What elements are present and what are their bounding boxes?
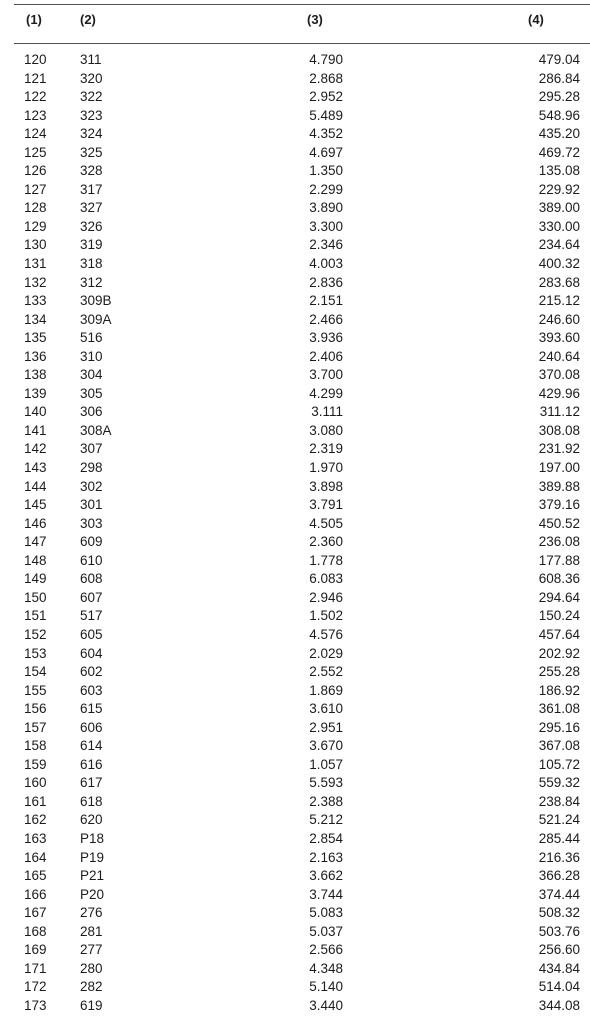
- row-code: 614: [80, 738, 103, 754]
- table-row: [0, 589, 590, 608]
- row-value: 3.300: [309, 218, 343, 234]
- row-number: 136: [24, 348, 47, 364]
- table-row: [0, 904, 590, 923]
- row-number: 147: [24, 534, 47, 550]
- row-value: 4.352: [309, 126, 343, 142]
- row-amount: 366.28: [538, 868, 580, 884]
- row-amount: 229.92: [538, 181, 580, 197]
- header-col-2: (2): [80, 12, 96, 27]
- row-number: 133: [24, 293, 47, 309]
- row-number: 164: [24, 849, 47, 865]
- row-number: 151: [24, 608, 47, 624]
- row-amount: 370.08: [538, 367, 580, 383]
- table-row: [0, 348, 590, 367]
- table-row: [0, 311, 590, 330]
- row-code: 608: [80, 571, 103, 587]
- table-body: [0, 51, 590, 1015]
- table-row: [0, 682, 590, 701]
- row-number: 165: [24, 868, 47, 884]
- row-number: 154: [24, 664, 47, 680]
- row-number: 155: [24, 682, 47, 698]
- row-value: 4.348: [309, 960, 343, 976]
- row-code: 276: [80, 905, 103, 921]
- row-number: 123: [24, 107, 47, 123]
- row-code: 602: [80, 664, 103, 680]
- row-amount: 389.88: [538, 478, 580, 494]
- table-row: [0, 422, 590, 441]
- row-value: 2.406: [309, 348, 343, 364]
- row-code: 303: [80, 515, 103, 531]
- row-code: 326: [80, 218, 103, 234]
- row-value: 3.898: [309, 478, 343, 494]
- row-value: 5.083: [309, 905, 343, 921]
- row-value: 5.593: [309, 775, 343, 791]
- row-amount: 308.08: [538, 422, 580, 438]
- row-amount: 135.08: [538, 163, 580, 179]
- row-code: 320: [80, 70, 103, 86]
- row-value: 3.791: [309, 497, 343, 513]
- table-row: [0, 236, 590, 255]
- row-value: 1.502: [309, 608, 343, 624]
- row-code: 317: [80, 181, 103, 197]
- row-amount: 215.12: [538, 293, 580, 309]
- row-number: 122: [24, 89, 47, 105]
- table-row: [0, 144, 590, 163]
- row-amount: 236.08: [538, 534, 580, 550]
- row-amount: 177.88: [538, 552, 580, 568]
- row-code: 277: [80, 942, 103, 958]
- table-row: [0, 570, 590, 589]
- row-value: 3.670: [309, 738, 343, 754]
- row-amount: 295.16: [538, 719, 580, 735]
- row-code: 609: [80, 534, 103, 550]
- row-amount: 559.32: [538, 775, 580, 791]
- row-number: 149: [24, 571, 47, 587]
- row-number: 135: [24, 330, 47, 346]
- row-amount: 311.12: [539, 404, 580, 420]
- row-number: 130: [24, 237, 47, 253]
- row-value: 2.360: [309, 534, 343, 550]
- row-number: 134: [24, 311, 47, 327]
- row-value: 2.951: [309, 719, 343, 735]
- table-row: [0, 107, 590, 126]
- row-value: 3.610: [309, 701, 343, 717]
- row-code: 309B: [80, 293, 112, 309]
- row-code: 302: [80, 478, 103, 494]
- row-code: 281: [80, 923, 103, 939]
- row-number: 145: [24, 497, 47, 513]
- table-row: [0, 88, 590, 107]
- row-value: 3.936: [309, 330, 343, 346]
- row-value: 1.869: [309, 682, 343, 698]
- table-row: [0, 255, 590, 274]
- row-value: 2.388: [309, 793, 343, 809]
- row-code: 616: [80, 756, 103, 772]
- table-row: [0, 960, 590, 979]
- row-amount: 105.72: [538, 756, 580, 772]
- row-value: 2.163: [309, 849, 343, 865]
- row-value: 3.744: [309, 886, 343, 902]
- row-code: 328: [80, 163, 103, 179]
- row-amount: 457.64: [538, 626, 580, 642]
- row-value: 2.029: [309, 645, 343, 661]
- row-amount: 608.36: [538, 571, 580, 587]
- row-amount: 150.24: [538, 608, 580, 624]
- row-code: 280: [80, 960, 103, 976]
- row-value: 1.778: [309, 552, 343, 568]
- row-number: 121: [24, 70, 47, 86]
- row-number: 158: [24, 738, 47, 754]
- row-amount: 234.64: [538, 237, 580, 253]
- row-amount: 255.28: [538, 664, 580, 680]
- row-code: 322: [80, 89, 103, 105]
- row-amount: 295.28: [538, 89, 580, 105]
- row-code: 298: [80, 460, 103, 476]
- row-number: 152: [24, 626, 47, 642]
- row-amount: 246.60: [538, 311, 580, 327]
- table-row: [0, 385, 590, 404]
- row-amount: 514.04: [538, 979, 580, 995]
- row-amount: 469.72: [538, 144, 580, 160]
- row-value: 2.151: [309, 293, 343, 309]
- row-number: 160: [24, 775, 47, 791]
- table-row: [0, 978, 590, 997]
- row-amount: 286.84: [538, 70, 580, 86]
- table-row: [0, 830, 590, 849]
- row-amount: 361.08: [538, 701, 580, 717]
- top-rule: [14, 4, 590, 5]
- row-amount: 294.64: [538, 589, 580, 605]
- row-value: 2.466: [309, 311, 343, 327]
- row-number: 148: [24, 552, 47, 568]
- row-amount: 434.84: [538, 960, 580, 976]
- row-code: P19: [80, 849, 105, 865]
- row-amount: 389.00: [538, 200, 580, 216]
- row-code: 516: [80, 330, 103, 346]
- row-amount: 344.08: [538, 997, 580, 1013]
- row-code: 306: [80, 404, 103, 420]
- row-value: 2.566: [309, 942, 343, 958]
- table-row: [0, 329, 590, 348]
- table-row: [0, 366, 590, 385]
- row-amount: 283.68: [538, 274, 580, 290]
- row-code: 606: [80, 719, 103, 735]
- row-code: 605: [80, 626, 103, 642]
- row-number: 173: [24, 997, 47, 1013]
- table-header-row: [0, 12, 590, 32]
- row-amount: 238.84: [538, 793, 580, 809]
- table-row: [0, 941, 590, 960]
- row-amount: 435.20: [538, 126, 580, 142]
- table-row: [0, 533, 590, 552]
- row-value: 2.346: [309, 237, 343, 253]
- table-row: [0, 756, 590, 775]
- row-number: 163: [24, 830, 47, 846]
- row-amount: 330.00: [538, 218, 580, 234]
- header-col-1: (1): [26, 12, 42, 27]
- row-value: 5.489: [309, 107, 343, 123]
- row-value: 3.080: [309, 422, 343, 438]
- row-value: 6.083: [309, 571, 343, 587]
- row-code: 307: [80, 441, 103, 457]
- row-amount: 240.64: [538, 348, 580, 364]
- row-code: 325: [80, 144, 103, 160]
- row-code: P20: [80, 886, 105, 902]
- row-value: 1.350: [309, 163, 343, 179]
- row-code: 308A: [80, 422, 112, 438]
- row-value: 3.111: [311, 404, 343, 420]
- row-code: 305: [80, 385, 103, 401]
- row-number: 159: [24, 756, 47, 772]
- row-number: 142: [24, 441, 47, 457]
- table-row: [0, 199, 590, 218]
- row-amount: 374.44: [538, 886, 580, 902]
- row-value: 2.854: [309, 830, 343, 846]
- row-value: 4.003: [309, 256, 343, 272]
- row-amount: 285.44: [538, 830, 580, 846]
- row-amount: 429.96: [538, 385, 580, 401]
- row-number: 144: [24, 478, 47, 494]
- row-value: 5.037: [309, 923, 343, 939]
- table-row: [0, 403, 590, 422]
- row-value: 2.868: [309, 70, 343, 86]
- row-number: 128: [24, 200, 47, 216]
- row-value: 2.836: [309, 274, 343, 290]
- row-value: 1.057: [309, 756, 343, 772]
- row-number: 131: [24, 256, 47, 272]
- row-code: 324: [80, 126, 103, 142]
- row-number: 153: [24, 645, 47, 661]
- table-row: [0, 645, 590, 664]
- row-number: 169: [24, 942, 47, 958]
- row-number: 166: [24, 886, 47, 902]
- table-row: [0, 440, 590, 459]
- row-code: 615: [80, 701, 103, 717]
- row-code: P21: [80, 868, 105, 884]
- row-value: 3.700: [309, 367, 343, 383]
- table-row: [0, 125, 590, 144]
- row-number: 139: [24, 385, 47, 401]
- table-row: [0, 811, 590, 830]
- row-code: 617: [80, 775, 103, 791]
- row-value: 3.890: [309, 200, 343, 216]
- row-number: 157: [24, 719, 47, 735]
- row-code: 517: [80, 608, 103, 624]
- table-row: [0, 774, 590, 793]
- row-number: 167: [24, 905, 47, 921]
- row-number: 143: [24, 460, 47, 476]
- row-code: 620: [80, 812, 103, 828]
- table-row: [0, 274, 590, 293]
- row-number: 161: [24, 793, 47, 809]
- row-amount: 548.96: [538, 107, 580, 123]
- row-code: 301: [80, 497, 103, 513]
- row-amount: 479.04: [538, 52, 580, 67]
- table-row: [0, 607, 590, 626]
- row-amount: 202.92: [538, 645, 580, 661]
- row-code: 318: [80, 256, 103, 272]
- row-number: 125: [24, 144, 47, 160]
- row-amount: 367.08: [538, 738, 580, 754]
- header-rule: [14, 43, 590, 44]
- row-code: 619: [80, 997, 103, 1013]
- row-value: 2.319: [309, 441, 343, 457]
- table-row: [0, 181, 590, 200]
- table-row: [0, 292, 590, 311]
- row-value: 2.946: [309, 589, 343, 605]
- row-value: 4.697: [309, 144, 343, 160]
- row-value: 5.140: [309, 979, 343, 995]
- row-number: 140: [24, 404, 47, 420]
- row-code: 323: [80, 107, 103, 123]
- row-amount: 231.92: [538, 441, 580, 457]
- row-amount: 450.52: [538, 515, 580, 531]
- row-value: 2.299: [309, 181, 343, 197]
- row-code: 304: [80, 367, 103, 383]
- row-number: 138: [24, 367, 47, 383]
- table-row: [0, 700, 590, 719]
- table-row: [0, 70, 590, 89]
- row-code: 312: [80, 274, 103, 290]
- row-number: 129: [24, 218, 47, 234]
- row-value: 3.440: [309, 997, 343, 1013]
- row-amount: 393.60: [538, 330, 580, 346]
- row-value: 4.299: [309, 385, 343, 401]
- row-code: 319: [80, 237, 103, 253]
- row-number: 168: [24, 923, 47, 939]
- table-row: [0, 849, 590, 868]
- row-code: P18: [80, 830, 105, 846]
- row-value: 4.790: [309, 52, 343, 67]
- row-number: 172: [24, 979, 47, 995]
- row-number: 171: [24, 960, 47, 976]
- table-row: [0, 552, 590, 571]
- row-code: 610: [80, 552, 103, 568]
- row-amount: 521.24: [538, 812, 580, 828]
- row-amount: 508.32: [538, 905, 580, 921]
- row-amount: 400.32: [538, 256, 580, 272]
- table-row: [0, 997, 590, 1016]
- header-col-3: (3): [307, 12, 323, 27]
- row-number: 127: [24, 181, 47, 197]
- row-code: 327: [80, 200, 103, 216]
- row-code: 309A: [80, 311, 112, 327]
- row-amount: 216.36: [538, 849, 580, 865]
- table-row: [0, 886, 590, 905]
- row-number: 120: [24, 52, 47, 67]
- row-value: 4.576: [309, 626, 343, 642]
- table-row: [0, 515, 590, 534]
- row-number: 156: [24, 701, 47, 717]
- table-row: [0, 162, 590, 181]
- table-row: [0, 719, 590, 738]
- row-value: 1.970: [309, 460, 343, 476]
- table-row: [0, 459, 590, 478]
- table-row: [0, 478, 590, 497]
- table-row: [0, 793, 590, 812]
- row-amount: 197.00: [538, 460, 580, 476]
- row-number: 162: [24, 812, 47, 828]
- row-code: 604: [80, 645, 103, 661]
- row-number: 146: [24, 515, 47, 531]
- row-amount: 379.16: [538, 497, 580, 513]
- row-code: 607: [80, 589, 103, 605]
- row-code: 618: [80, 793, 103, 809]
- row-number: 132: [24, 274, 47, 290]
- row-value: 3.662: [309, 868, 343, 884]
- table-row: [0, 663, 590, 682]
- row-value: 5.212: [309, 812, 343, 828]
- row-value: 2.952: [309, 89, 343, 105]
- row-value: 4.505: [309, 515, 343, 531]
- table-row: [0, 923, 590, 942]
- row-code: 310: [80, 348, 103, 364]
- header-col-4: (4): [528, 12, 544, 27]
- row-code: 311: [80, 52, 102, 67]
- table-row: [0, 496, 590, 515]
- table-row: [0, 737, 590, 756]
- table-row: [0, 626, 590, 645]
- row-number: 141: [24, 422, 47, 438]
- table-row: [0, 51, 590, 70]
- row-number: 150: [24, 589, 47, 605]
- row-code: 282: [80, 979, 103, 995]
- table-row: [0, 867, 590, 886]
- row-number: 126: [24, 163, 47, 179]
- row-value: 2.552: [309, 664, 343, 680]
- row-code: 603: [80, 682, 103, 698]
- row-number: 124: [24, 126, 47, 142]
- row-amount: 186.92: [538, 682, 580, 698]
- row-amount: 503.76: [538, 923, 580, 939]
- table-row: [0, 218, 590, 237]
- row-amount: 256.60: [538, 942, 580, 958]
